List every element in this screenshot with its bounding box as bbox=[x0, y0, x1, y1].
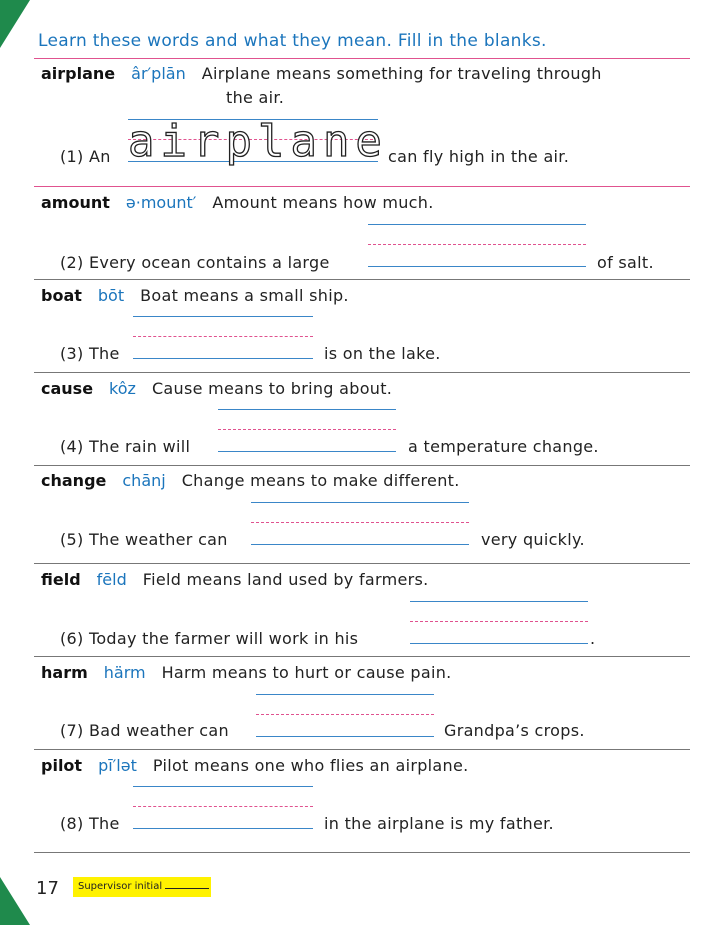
sentence-6: (6) Today the farmer will work in his bbox=[60, 629, 359, 648]
vocab-word: cause bbox=[41, 379, 94, 398]
definition: Boat means a small ship. bbox=[140, 286, 349, 305]
entry-change bbox=[41, 471, 460, 490]
entry-cause bbox=[41, 379, 392, 398]
divider bbox=[34, 563, 690, 564]
definition-continued: the air. bbox=[226, 88, 285, 107]
supervisor-label: Supervisor initial bbox=[78, 881, 163, 892]
definition: Cause means to bring about. bbox=[151, 379, 393, 398]
sentence-7: (7) Bad weather can bbox=[60, 721, 229, 740]
divider bbox=[34, 749, 690, 750]
answer-blank-4[interactable] bbox=[218, 409, 396, 453]
answer-blank-8[interactable] bbox=[133, 786, 313, 830]
vocab-word: amount bbox=[41, 193, 110, 212]
definition: Pilot means one who flies an airplane. bbox=[152, 756, 469, 775]
pronunciation: kôz bbox=[109, 379, 136, 398]
corner-decoration-bottom bbox=[0, 877, 30, 925]
supervisor-initial-box[interactable] bbox=[73, 877, 211, 897]
answer-blank-7[interactable] bbox=[256, 694, 434, 738]
sentence-1-end: can fly high in the air. bbox=[388, 147, 570, 166]
sentence-5-end: very quickly. bbox=[481, 530, 585, 549]
entry-pilot bbox=[41, 756, 468, 775]
vocab-word: harm bbox=[41, 663, 88, 682]
entry-amount bbox=[41, 193, 434, 212]
pronunciation: âr′plān bbox=[131, 64, 186, 83]
sentence-2: (2) Every ocean contains a large bbox=[60, 253, 330, 272]
definition: Airplane means something for traveling through bbox=[201, 64, 602, 83]
pronunciation: bōt bbox=[97, 286, 125, 305]
pronunciation: chānj bbox=[122, 471, 166, 490]
sentence-5: (5) The weather can bbox=[60, 530, 228, 549]
divider bbox=[34, 656, 690, 657]
sentence-6-end: . bbox=[590, 629, 596, 648]
sentence-3-end: is on the lake. bbox=[324, 344, 441, 363]
traced-example-answer: airplane bbox=[128, 116, 388, 167]
entry-boat bbox=[41, 286, 349, 305]
divider bbox=[34, 465, 690, 466]
vocab-word: airplane bbox=[41, 64, 116, 83]
answer-blank-5[interactable] bbox=[251, 502, 469, 546]
sentence-4-end: a temperature change. bbox=[408, 437, 599, 456]
divider bbox=[34, 279, 690, 280]
sentence-3: (3) The bbox=[60, 344, 120, 363]
entry-harm bbox=[41, 663, 452, 682]
sentence-4: (4) The rain will bbox=[60, 437, 191, 456]
supervisor-signature-line[interactable] bbox=[165, 878, 209, 889]
divider bbox=[34, 372, 690, 373]
vocab-word: field bbox=[41, 570, 81, 589]
sentence-8-end: in the airplane is my father. bbox=[324, 814, 554, 833]
vocab-word: boat bbox=[41, 286, 82, 305]
definition: Change means to make different. bbox=[181, 471, 460, 490]
pronunciation: härm bbox=[103, 663, 146, 682]
sentence-8: (8) The bbox=[60, 814, 120, 833]
sentence-2-end: of salt. bbox=[597, 253, 654, 272]
divider bbox=[34, 852, 690, 853]
divider bbox=[34, 186, 690, 187]
entry-airplane bbox=[41, 64, 602, 83]
vocab-word: change bbox=[41, 471, 107, 490]
corner-decoration-top bbox=[0, 0, 30, 48]
vocab-word: pilot bbox=[41, 756, 83, 775]
answer-blank-3[interactable] bbox=[133, 316, 313, 360]
definition: Field means land used by farmers. bbox=[142, 570, 429, 589]
definition: Harm means to hurt or cause pain. bbox=[161, 663, 452, 682]
page-number: 17 bbox=[36, 878, 59, 899]
pronunciation: ə·mount′ bbox=[125, 193, 197, 212]
pronunciation: pī′lət bbox=[98, 756, 137, 775]
sentence-7-end: Grandpa’s crops. bbox=[444, 721, 585, 740]
divider bbox=[34, 58, 690, 59]
entry-field bbox=[41, 570, 429, 589]
instructions: Learn these words and what they mean. Fill in the blanks. bbox=[38, 31, 547, 51]
pronunciation: fēld bbox=[96, 570, 127, 589]
definition: Amount means how much. bbox=[212, 193, 434, 212]
sentence-1: (1) An bbox=[60, 147, 111, 166]
answer-blank-6[interactable] bbox=[410, 601, 588, 645]
answer-blank-2[interactable] bbox=[368, 224, 586, 268]
